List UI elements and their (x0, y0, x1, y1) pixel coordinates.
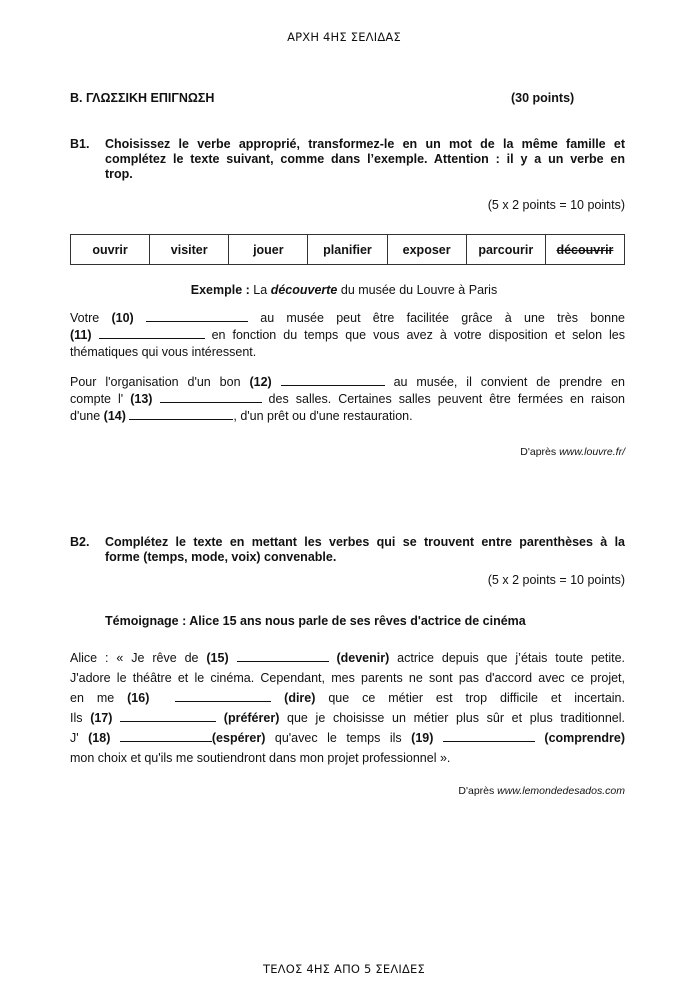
gap-number: (12) (249, 375, 272, 389)
text-line: J'adore le théâtre et le cinéma. Cependant, mes parents ne sont pas d'accord avec ce projet, (70, 671, 625, 685)
b1-points: (5 x 2 points = 10 points) (487, 198, 625, 212)
b2-points: (5 x 2 points = 10 points) (487, 573, 625, 587)
example-label: Exemple : (190, 283, 250, 297)
text-fragment: qu'avec le temps ils (265, 731, 412, 745)
text-line (70, 728, 625, 748)
verb-hint: (comprendre) (534, 731, 625, 745)
text-line (70, 648, 625, 668)
text-line (70, 327, 625, 344)
verb-hint: (espérer) (211, 731, 266, 745)
section-title: Β. ΓΛΩΣΣΙΚΗ ΕΠΙΓΝΩΣΗ (70, 91, 215, 105)
answer-blank[interactable] (237, 650, 329, 662)
section-points: (30 points) (511, 91, 575, 105)
text-fragment: actrice depuis que j’étais toute petite. (389, 651, 626, 665)
source-url: www.louvre.fr/ (559, 446, 625, 458)
answer-blank[interactable] (160, 391, 262, 403)
b1-instruction-line: complétez le texte suivant, comme dans l’exemple. Attention : il y a un verbe en (105, 152, 625, 166)
page-header: ΑΡΧΗ 4ΗΣ ΣΕΛΙΔΑΣ (287, 30, 401, 44)
text-fragment: au musée, il convient de prendre en (384, 375, 625, 389)
example-text: du musée du Louvre à Paris (337, 283, 498, 297)
verb-cell: ouvrir (71, 235, 150, 265)
gap-number: (11) (70, 328, 92, 342)
text-line: mon choix et qu'ils me soutiendront dans mon projet professionnel ». (70, 751, 451, 765)
answer-blank[interactable] (120, 730, 212, 742)
text-line (70, 374, 625, 391)
verb-hint: (dire) (271, 691, 316, 705)
verb-table (70, 234, 625, 265)
example-word: découverte (270, 283, 338, 297)
text-line (70, 310, 625, 327)
text-line (70, 688, 625, 708)
verb-hint: (devenir) (328, 651, 390, 665)
gap-number: (19) (411, 731, 434, 745)
answer-blank[interactable] (120, 710, 216, 722)
gap-number: (16) (127, 691, 150, 705)
page-footer: ΤΕΛΟΣ 4ΗΣ ΑΠΟ 5 ΣΕΛΙΔΕΣ (262, 962, 425, 976)
text-fragment: J' (70, 731, 89, 745)
answer-blank[interactable] (99, 327, 205, 339)
example-text: La (249, 283, 271, 297)
text-fragment: des salles. Certaines salles peuvent être fermées en raison (261, 392, 625, 406)
verb-cell-struck: découvrir (545, 235, 624, 265)
b2-instruction-line: Complétez le texte en mettant les verbes qui se trouvent entre parenthèses à la (105, 535, 625, 549)
b2-paragraph (70, 648, 625, 768)
text-fragment: Votre (70, 311, 112, 325)
verb-cell: jouer (229, 235, 308, 265)
verb-cell: parcourir (466, 235, 545, 265)
source-label: D'après (520, 446, 560, 458)
text-fragment: au musée peut être facilitée grâce à une très bonne (247, 311, 626, 325)
answer-blank[interactable] (146, 310, 248, 322)
b1-paragraph-2 (70, 374, 625, 425)
text-fragment: Pour l'organisation d'un bon (70, 375, 250, 389)
answer-blank[interactable] (175, 690, 271, 702)
verb-cell: planifier (308, 235, 387, 265)
gap-number: (17) (90, 711, 113, 725)
b1-instruction (105, 137, 625, 182)
text-fragment: d'une (70, 409, 104, 423)
text-line (70, 391, 625, 408)
example-sentence (0, 283, 688, 297)
text-fragment: que je choisisse un métier plus sûr et plus traditionnel. (279, 711, 625, 725)
verb-cell: exposer (387, 235, 466, 265)
gap-number: (18) (88, 731, 111, 745)
b1-source (520, 446, 625, 458)
gap-number: (10) (111, 311, 134, 325)
b2-instruction (105, 535, 625, 565)
b1-instruction-line: trop. (105, 167, 133, 181)
text-line (70, 408, 625, 425)
text-fragment: en me (70, 691, 128, 705)
answer-blank[interactable] (443, 730, 535, 742)
gap-number: (14) (103, 409, 126, 423)
answer-blank[interactable] (281, 374, 385, 386)
verb-hint: (préférer) (216, 711, 280, 725)
verb-cell: visiter (150, 235, 229, 265)
gap-number: (13) (130, 392, 153, 406)
text-line (70, 708, 625, 728)
text-fragment: Ils (70, 711, 91, 725)
b1-number: B1. (70, 137, 90, 151)
testimony-title: Témoignage : Alice 15 ans nous parle de ses rêves d'actrice de cinéma (105, 614, 526, 628)
gap-number: (15) (206, 651, 229, 665)
b1-instruction-line: Choisissez le verbe approprié, transformez-le en un mot de la même famille et (105, 137, 625, 151)
source-url: www.lemondedesados.com (497, 785, 625, 797)
verb-table-row (71, 235, 625, 265)
b2-source (458, 785, 625, 797)
text-fragment: que ce métier est trop difficile et incertain. (315, 691, 625, 705)
source-label: D'après (458, 785, 498, 797)
b1-paragraph-1 (70, 310, 625, 361)
text-fragment: compte l' (70, 392, 131, 406)
text-fragment: , d'un prêt ou d'une restauration. (233, 409, 413, 423)
text-fragment: Alice : « Je rêve de (70, 651, 207, 665)
answer-blank[interactable] (129, 408, 233, 420)
text-line: thématiques qui vous intéressent. (70, 345, 257, 359)
text-fragment: en fonction du temps que vous avez à votre disposition et selon les (204, 328, 625, 342)
b2-instruction-line: forme (temps, mode, voix) convenable. (105, 550, 337, 564)
b2-number: B2. (70, 535, 90, 549)
